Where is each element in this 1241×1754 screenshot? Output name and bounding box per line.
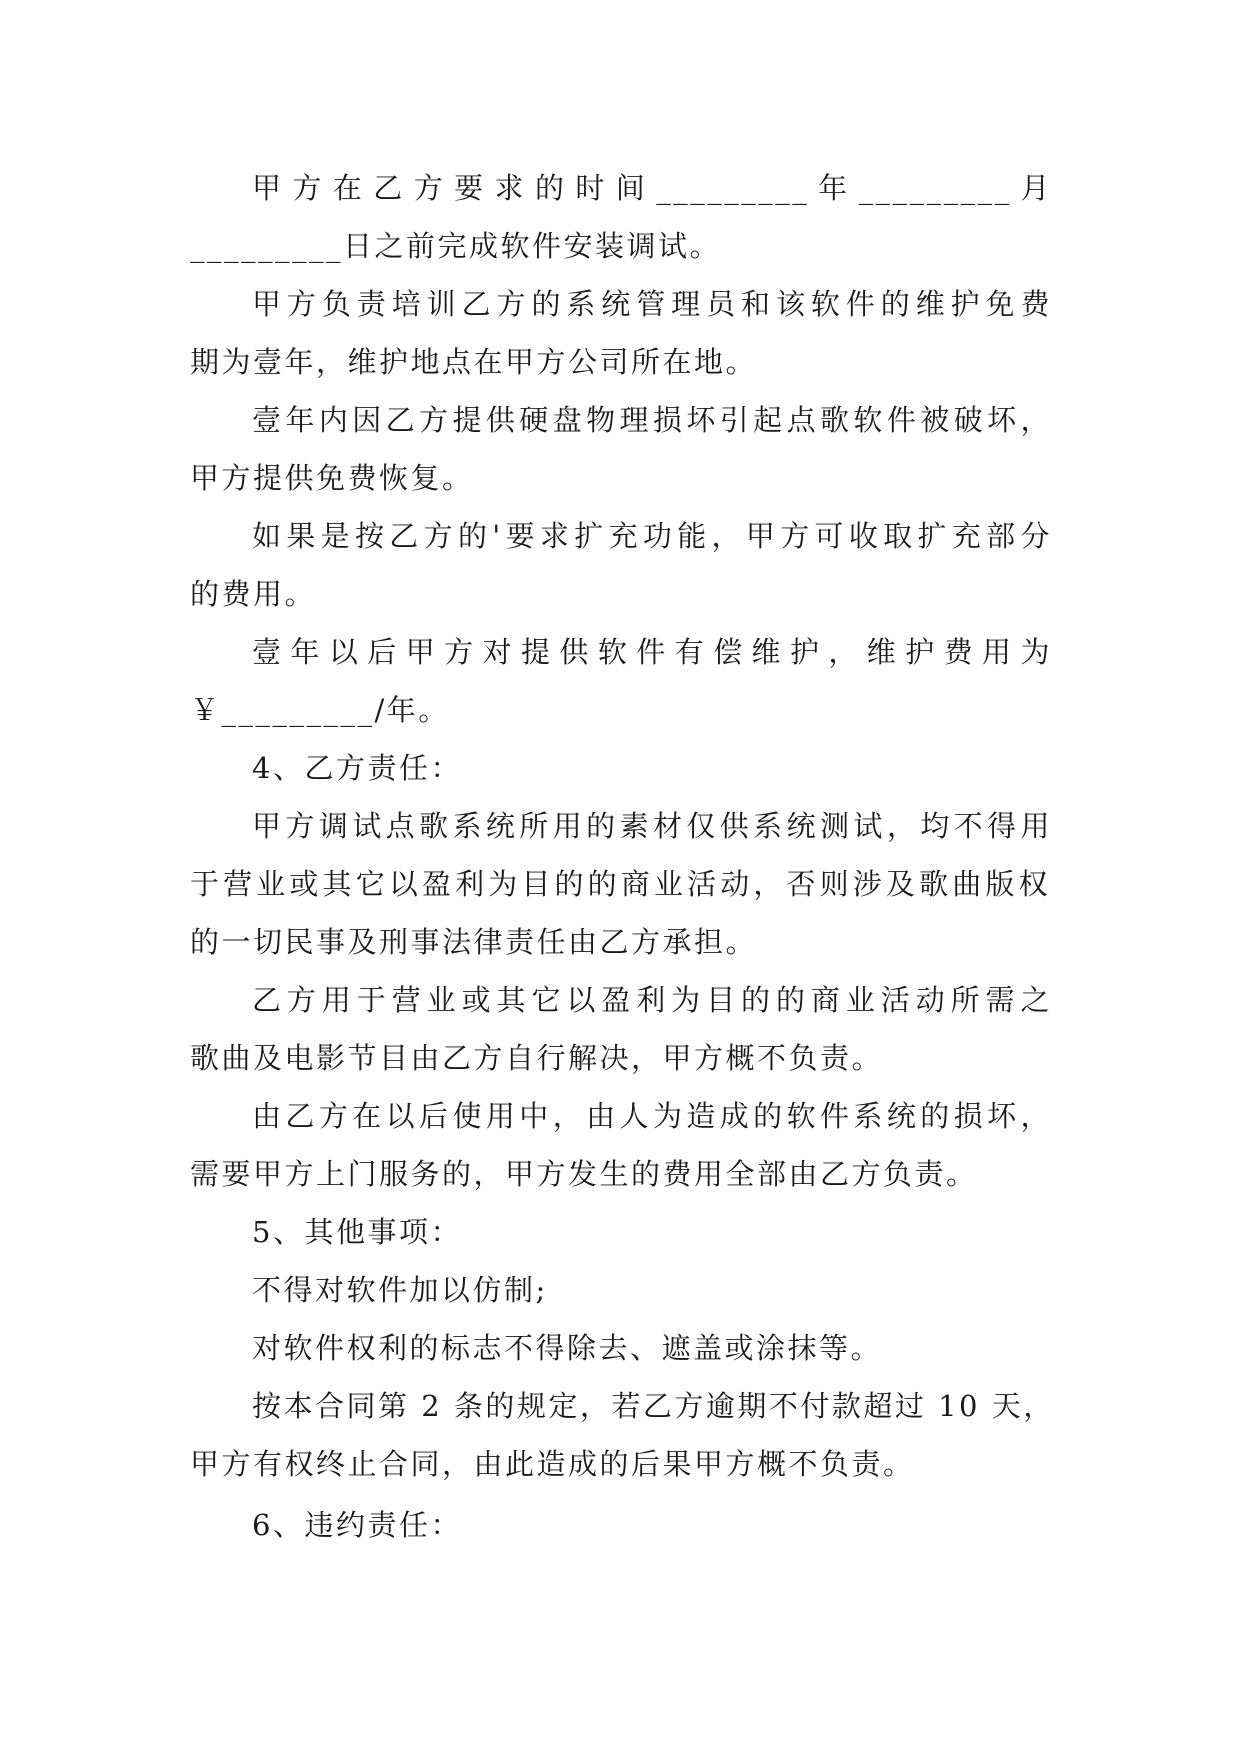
paragraph-line: 壹年内因乙方提供硬盘物理损坏引起点歌软件被破坏， bbox=[252, 403, 1052, 437]
paragraph-line: 期为壹年，维护地点在甲方公司所在地。 bbox=[190, 345, 758, 379]
paragraph-line: 的一切民事及刑事法律责任由乙方承担。 bbox=[190, 925, 758, 959]
paragraph-line: 的费用。 bbox=[190, 577, 317, 611]
paragraph-line: 甲方调试点歌系统所用的素材仅供系统测试，均不得用 bbox=[252, 809, 1052, 843]
paragraph-line: ￥_________/年。 bbox=[190, 693, 450, 727]
paragraph-line: 甲方在乙方要求的时间_________年_________月 bbox=[252, 171, 1052, 205]
paragraph-line: 按本合同第 2 条的规定，若乙方逾期不付款超过 10 天， bbox=[252, 1389, 1055, 1423]
paragraph-line: 壹年以后甲方对提供软件有偿维护，维护费用为 bbox=[252, 635, 1052, 669]
paragraph-line: 于营业或其它以盈利为目的的商业活动，否则涉及歌曲版权 bbox=[190, 867, 1050, 901]
section-heading: 5、其他事项： bbox=[252, 1215, 462, 1249]
section-heading: 6、违约责任： bbox=[252, 1508, 462, 1542]
paragraph-line: 由乙方在以后使用中，由人为造成的软件系统的损坏， bbox=[252, 1099, 1052, 1133]
paragraph-line: 对软件权利的标志不得除去、遮盖或涂抹等。 bbox=[252, 1331, 883, 1365]
paragraph-line: 甲方提供免费恢复。 bbox=[190, 461, 474, 495]
section-heading: 4、乙方责任： bbox=[252, 751, 462, 785]
paragraph-line: 乙方用于营业或其它以盈利为目的的商业活动所需之 bbox=[252, 983, 1052, 1017]
paragraph-line: 甲方有权终止合同，由此造成的后果甲方概不负责。 bbox=[190, 1447, 915, 1481]
paragraph-line: 如果是按乙方的'要求扩充功能，甲方可收取扩充部分 bbox=[252, 519, 1052, 553]
paragraph-line: _________日之前完成软件安装调试。 bbox=[190, 229, 722, 263]
paragraph-line: 甲方负责培训乙方的系统管理员和该软件的维护免费 bbox=[252, 287, 1052, 321]
paragraph-line: 不得对软件加以仿制; bbox=[252, 1273, 548, 1307]
paragraph-line: 需要甲方上门服务的，甲方发生的费用全部由乙方负责。 bbox=[190, 1157, 978, 1191]
paragraph-line: 歌曲及电影节目由乙方自行解决，甲方概不负责。 bbox=[190, 1041, 884, 1075]
